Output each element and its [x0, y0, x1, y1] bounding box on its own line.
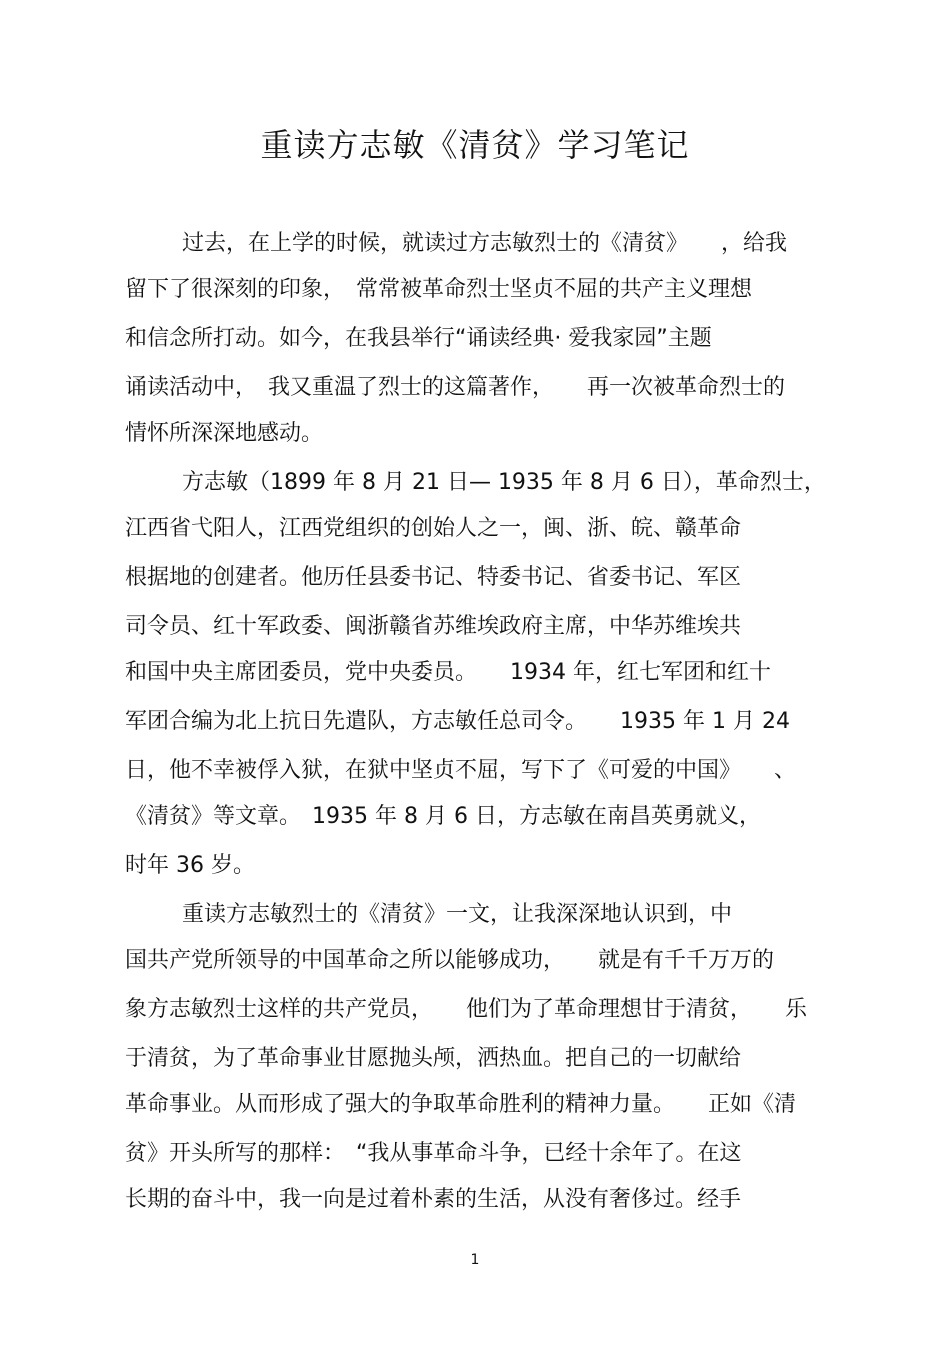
body-line: 《清贫》等文章。 1935 年 8 月 6 日，方志敏在南昌英勇就义，: [125, 804, 761, 829]
body-line: 革命事业。从而形成了强大的争取革命胜利的精神力量。 正如《清: [125, 1092, 797, 1117]
body-line: 日，他不幸被俘入狱，在狱中坚贞不屈，写下了《可爱的中国》 、: [125, 758, 797, 783]
body-line: 重读方志敏烈士的《清贫》一文，让我深深地认识到，中: [182, 902, 733, 927]
body-line: 长期的奋斗中，我一向是过着朴素的生活，从没有奢侈过。经手: [125, 1187, 742, 1212]
body-line: 方志敏（1899 年 8 月 21 日— 1935 年 8 月 6 日），革命烈士，: [182, 470, 826, 495]
document-title: 重读方志敏《清贫》学习笔记: [260, 126, 690, 164]
body-line: 过去，在上学的时候，就读过方志敏烈士的《清贫》 ，给我: [182, 231, 788, 256]
body-line: 国共产党所领导的中国革命之所以能够成功， 就是有千千万万的: [125, 948, 775, 973]
body-line: 时年 36 岁。: [125, 853, 255, 878]
body-line: 和信念所打动。如今，在我县举行“诵读经典· 爱我家园”主题: [125, 326, 712, 351]
body-line: 象方志敏烈士这样的共产党员， 他们为了革命理想甘于清贫， 乐: [125, 997, 808, 1022]
page-number: 1: [470, 1252, 480, 1268]
body-line: 司令员、红十军政委、闽浙赣省苏维埃政府主席，中华苏维埃共: [125, 614, 742, 639]
body-line: 诵读活动中， 我又重温了烈士的这篇著作， 再一次被革命烈士的: [125, 375, 786, 400]
body-line: 和国中央主席团委员，党中央委员。 1934 年，红七军团和红十: [125, 660, 771, 685]
body-line: 于清贫，为了革命事业甘愿抛头颅，洒热血。把自己的一切献给: [125, 1046, 742, 1071]
body-line: 贫》开头所写的那样： “我从事革命斗争，已经十余年了。在这: [125, 1141, 742, 1166]
body-line: 留下了很深刻的印象， 常常被革命烈士坚贞不屈的共产主义理想: [125, 277, 753, 302]
body-line: 情怀所深深地感动。: [125, 421, 324, 446]
body-line: 军团合编为北上抗日先遣队，方志敏任总司令。 1935 年 1 月 24: [125, 709, 790, 734]
body-line: 根据地的创建者。他历任县委书记、特委书记、省委书记、军区: [125, 565, 742, 590]
body-line: 江西省弋阳人，江西党组织的创始人之一，闽、浙、皖、赣革命: [125, 516, 742, 541]
